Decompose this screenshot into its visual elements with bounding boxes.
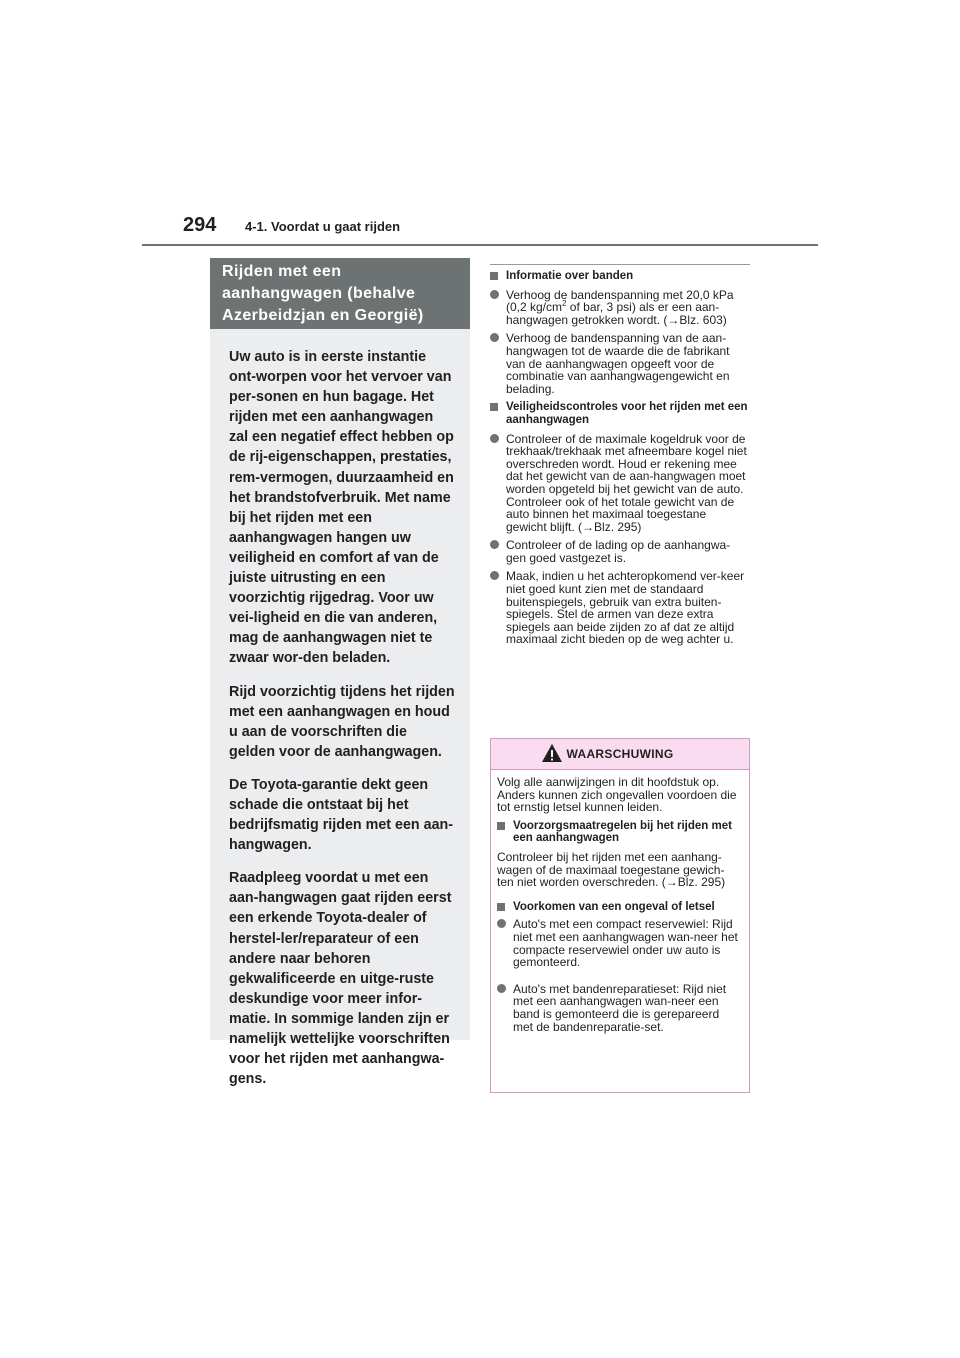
square-bullet-icon (497, 903, 505, 911)
page-number: 294 (183, 214, 217, 236)
tire-pressure-text-a: Verhoog de bandenspanning met 20,0 kPa (0,2 kg/cm (506, 287, 734, 315)
intro-body (210, 329, 470, 1089)
subheading-text: Informatie over banden (506, 270, 634, 282)
warning-intro: Volg alle aanwijzingen in dit hoofdstuk op. Anders kunnen zich ongevallen voordoen die tot ernstig letsel kunnen leiden. (497, 775, 737, 815)
square-bullet-icon (490, 272, 498, 280)
warning-title: WAARSCHUWING (566, 747, 674, 761)
list-item (497, 918, 741, 968)
list-item (490, 289, 750, 327)
superscript: 2 (562, 299, 567, 309)
list-item (490, 539, 750, 564)
intro-paragraph: Uw auto is in eerste instantie ont-worpen voor het vervoer van per-sonen en hun bagage. Het rijden met een aanhangwagen zal een negatief effect hebben op de rij-eigenschappen, prestaties, rem-vermogen, duurzaamheid en het brandstofverbruik. Met name bij het rijden met een aanhangwagen hangen uw veiligheid en comfort af van de juiste uitrusting en een voorzichtig rijgedrag. Voor uw vei-ligheid en die van anderen, mag de aanhangwagen niet te zwaar wor-den beladen. (229, 349, 454, 667)
list-item-text: Controleer of de lading op de aanhangwa-gen goed vastgezet is. (506, 538, 731, 565)
list-item-text: Maak, indien u het achteropkomend ver-keer niet goed kunt zien met de standaard buitenspiegels, gebruik van extra buiten-spiegels. Stel de armen van deze extra spiegels aan beide zijden zo af dat ze altijd maximaal zicht bieden op de weg achter u. (506, 569, 745, 647)
intro-paragraph: Rijd voorzichtig tijdens het rijden met een aanhangwagen en houd u aan de voorschriften die gelden voor de aanhangwagen. (229, 683, 455, 760)
warning-paragraph: Controleer bij het rijden met een aanhang-wagen of de maximaal toegestane gewich-ten niet worden overschreden. (→Blz. 295) (497, 849, 726, 890)
warning-body (491, 770, 749, 1033)
section-title: 4-1. Voordat u gaat rijden (245, 219, 401, 234)
intro-heading: Rijden met een aanhangwagen (behalve Azerbeidzjan en Georgië) (210, 258, 470, 329)
right-column (490, 264, 750, 652)
intro-paragraph: Raadpleeg voordat u met een aan-hangwagen gaat rijden eerst een erkende Toyota-dealer of herstel-ler/reparateur of een andere naar behoren gekwalificeerde en uitge-ruste deskundige voor meer infor-matie. In sommige landen zijn er namelijk wettelijke voorschriften voor het rijden met aanhangwa-gens. (229, 870, 452, 1088)
warning-subheading (497, 901, 741, 914)
warning-subheading (497, 820, 741, 845)
round-bullet-icon (490, 290, 499, 299)
subheading-text: Voorkomen van een ongeval of letsel (513, 900, 715, 913)
warning-header (491, 739, 749, 770)
round-bullet-icon (490, 434, 499, 443)
right-top-rule (490, 264, 750, 265)
round-bullet-icon (497, 984, 506, 993)
list-item-text (490, 289, 750, 327)
warning-triangle-icon (541, 743, 563, 763)
square-bullet-icon (490, 403, 498, 411)
list-item (497, 983, 741, 1033)
list-item (490, 433, 750, 534)
list-item-text: Auto's met bandenreparatieset: Rijd niet met een aanhangwagen wan-neer een band is gemonteerd die is gerepareerd met de bandenreparatie-set. (513, 981, 727, 1034)
subheading-text: Veiligheidscontroles voor het rijden met een aanhangwagen (506, 401, 748, 426)
intro-paragraph: De Toyota-garantie dekt geen schade die ontstaat bij het bedrijfsmatig rijden met een aan-hangwagen. (229, 776, 454, 854)
header-rule (142, 244, 818, 246)
list-item-text: Verhoog de bandenspanning van de aan-hangwagen tot de waarde die de fabrikant van de aanhangwagen opgeeft voor de combinatie van aanhangwagengewicht en belading. (506, 331, 730, 396)
list-item (490, 570, 750, 646)
subheading-safety (490, 401, 750, 426)
square-bullet-icon (497, 822, 505, 830)
warning-box (490, 738, 750, 1093)
list-item-text: Auto's met een compact reservewiel: Rijd niet met een aanhangwagen wan-neer het compacte reservewiel onder uw auto is gemonteerd. (513, 917, 738, 970)
subheading-text: Voorzorgsmaatregelen bij het rijden met een aanhangwagen (513, 819, 732, 845)
subheading-tires (490, 270, 750, 283)
tire-pressure-text-b: of bar, 3 psi) als er een aan-hangwagen getrokken wordt. (→Blz. 603) (506, 300, 727, 327)
list-item (490, 332, 750, 395)
intro-box (210, 258, 470, 1088)
list-item-text: Controleer of de maximale kogeldruk voor de trekhaak/trekhaak met afneembare kogel niet overschreden wordt. Houd er rekening mee dat het gewicht van de aan-hangwagen moet worden opgeteld bij het gewicht van de auto. Controleer ook of het totale gewicht van de auto binnen het maximaal toegestane gewicht blijft. (→Blz. 295) (506, 431, 747, 534)
